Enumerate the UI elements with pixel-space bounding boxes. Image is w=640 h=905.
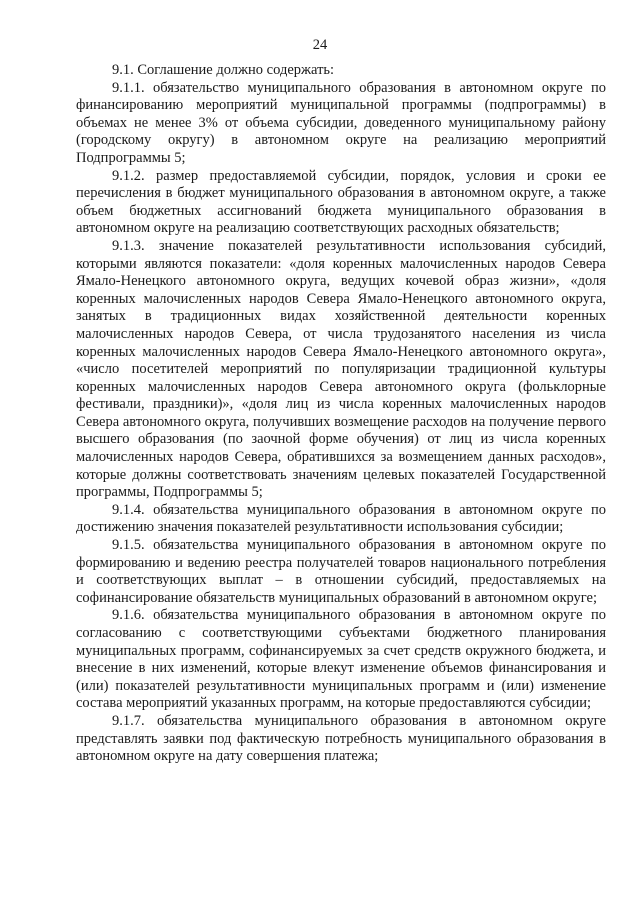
paragraph-9-1-2: 9.1.2. размер предоставляемой субсидии, порядок, условия и сроки ее перечисления в бюджет муниципального образования в автономном округе, а также объем бюджетных ассигнований бюджета муниципального образования в автономном округе на реализацию соответствующих расходных обязательств; [76, 167, 606, 237]
paragraph-9-1-5: 9.1.5. обязательства муниципального образования в автономном округе по формированию и ведению реестра получателей товаров национального потребления и соответствующих выплат – в отношении субсидий, предоставляемых на софинансирование обязательств муниципальных образований в автономном округе; [76, 537, 606, 606]
paragraph-9-1-4: 9.1.4. обязательства муниципального образования в автономном округе по достижению значения показателей результативности использования субсидии; [76, 501, 606, 536]
paragraph-9-1-7: 9.1.7. обязательства муниципального образования в автономном округе представлять заявки под фактическую потребность муниципального образования в автономном округе на дату совершения платежа; [76, 712, 606, 765]
page-number: 24 [312, 37, 328, 53]
paragraph-9-1-1: 9.1.1. обязательство муниципального образования в автономном округе по финансированию мероприятий муниципальной программы (подпрограммы) в объемах не менее 3% от объема субсидии, доведенного муниципальному району (городскому округу) в автономном округе на реализацию мероприятий Подпрограммы 5; [76, 79, 606, 166]
paragraph-9-1: 9.1. Соглашение должно содержать: [112, 62, 335, 78]
paragraph-9-1-6: 9.1.6. обязательства муниципального образования в автономном округе по согласованию с соответствующими субъектами бюджетного планирования муниципальных программ, софинансируемых за счет средств окружного бюджета, и внесение в них изменений, которые влекут изменение объемов финансирования и (или) показателей результативности муниципальных программ и (или) изменение состава мероприятий указанных программ, на которые предоставляются субсидии; [76, 607, 606, 712]
paragraph-9-1-3: 9.1.3. значение показателей результативности использования субсидий, которыми являются показатели: «доля коренных малочисленных народов Севера Ямало-Ненецкого автономного округа, ведущих кочевой образ жизни», «доля коренных малочисленных народов Севера Ямало-Ненецкого автономного округа, занятых в традиционных видах хозяйственной деятельности коренных малочисленных народов Севера, от числа трудозанятого населения из числа коренных малочисленных народов Севера Ямало-Ненецкого автономного округа», «число посетителей мероприятий по популяризации традиционной культуры коренных малочисленных народов Севера автономного округа (фольклорные фестивали, праздники)», «доля лиц из числа коренных малочисленных народов Севера автономного округа, получивших возмещение расходов на получение первого высшего образования (по заочной форме обучения) от лиц из числа коренных малочисленных народов Севера, обратившихся за возмещением данных расходов», которые должны соответствовать значениям целевых показателей Государственной программы, Подпрограммы 5; [76, 237, 606, 501]
document-body [76, 62, 606, 766]
